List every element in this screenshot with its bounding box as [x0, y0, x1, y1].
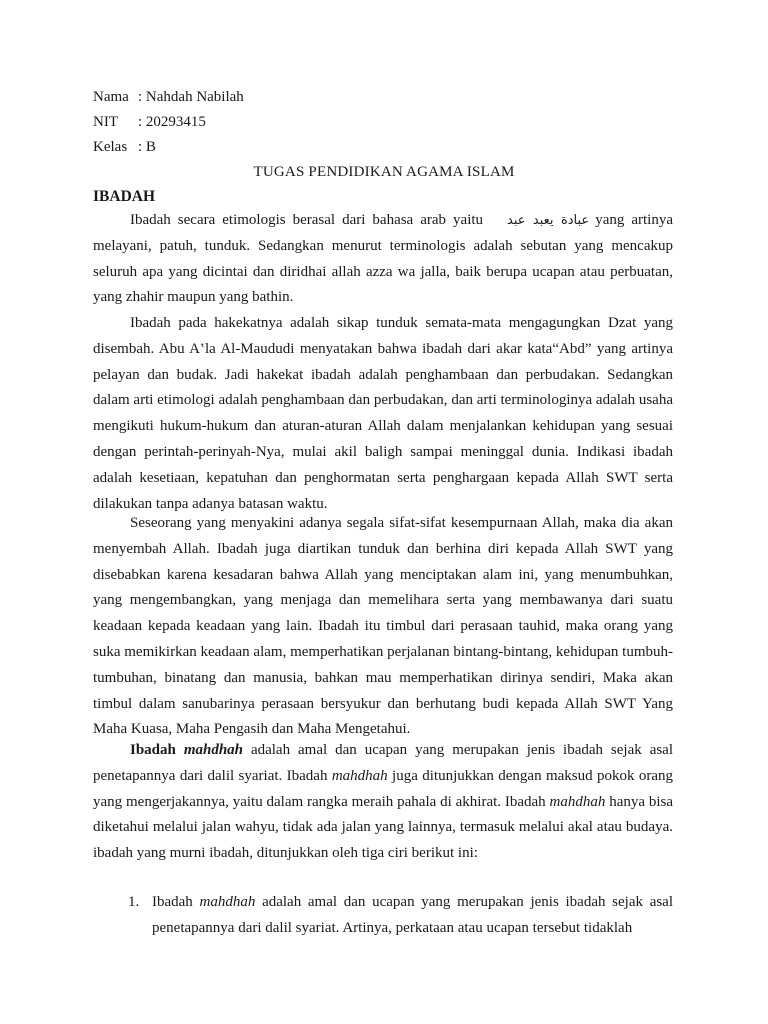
list-item-text-1: Ibadah: [152, 894, 193, 910]
paragraph-4-text-1: adalah amal dan ucapan yang merupakan jenis ibadah sejak asal penetapannya dari dalil syariat. Ibadah: [93, 742, 674, 784]
meta-name-value: : Nahdah Nabilah: [138, 89, 244, 105]
meta-class-value: : B: [138, 139, 156, 155]
meta-nit-value: : 20293415: [138, 114, 206, 130]
paragraph-4-italic-mahdhah-2: mahdhah: [549, 793, 606, 810]
paragraph-1-text-a: Ibadah secara etimologis berasal dari bahasa arab yaitu: [130, 212, 484, 228]
paragraph-3: [93, 511, 673, 743]
paragraph-4-italic-mahdhah-1: mahdhah: [331, 767, 388, 784]
meta-name-row: [93, 87, 244, 107]
list-item-number: 1.: [128, 894, 140, 910]
section-heading: IBADAH: [93, 188, 156, 205]
meta-nit-row: [93, 112, 206, 132]
meta-class-row: [93, 137, 156, 157]
meta-class-label: Kelas: [93, 139, 128, 155]
list-item-text-2: adalah amal dan ucapan yang merupakan jenis ibadah sejak asal penetapannya dari dalil syariat. Artinya, perkataan atau ucapan tersebut tidaklah: [152, 894, 674, 936]
paragraph-1: [93, 208, 673, 311]
paragraph-4-bold-italic-mahdhah: mahdhah: [183, 742, 244, 758]
paragraph-4-text-2: juga ditunjukkan dengan maksud pokok orang yang mengerjakannya, yaitu dalam rangka meraih pahala di akhirat. Ibadah: [93, 767, 674, 810]
arabic-text: عبادة يعبد عبد: [507, 213, 590, 228]
paragraph-3-text: Seseorang yang menyakini adanya segala sifat-sifat kesempurnaan Allah, maka dia akan menyembah Allah. Ibadah juga diartikan tunduk dan berhina diri kepada Allah SWT yang disebabkan karena kesadaran bahwa Allah yang menciptakan alam ini, yang menumbuhkan, yang mengembangkan, yang menjaga dan memelihara serta yang membawanya dari suatu keadaan kepada keadaan yang lain. Ibadah itu timbul dari perasaan tauhid, maka orang yang suka memikirkan keadaan alam, memperhatikan perjalanan bintang-bintang, kehidupan tumbuh-tumbuhan, binatang dan manusia, bahkan mau memperhatikan dirinya sendiri, Maka akan timbul dalam sanubarinya perasaan bersyukur dan berhutang budi kepada Allah SWT Yang Maha Kuasa, Maha Pengasih dan Maha Mengetahui.: [93, 515, 673, 738]
paragraph-2-text: Ibadah pada hakekatnya adalah sikap tunduk semata-mata mengagungkan Dzat yang disembah. Abu A‛la Al-Maududi menyatakan bahwa ibadah dari akar kata“Abd” yang artinya pelayan dan budak. Jadi hakekat ibadah adalah penghambaan dan perbudakan. Sedangkan dalam arti etimologi adalah penghambaan dan perbudakan, dan arti terminologinya adalah usaha mengikuti hukum-hukum dan aturan-aturan Allah dalam menjalankan kehidupan yang sesuai dengan perintah-perinyah-Nya, mulai akil baligh sampai meninggal dunia. Indikasi ibadah adalah kesetiaan, kepatuhan dan penghormatan serta penghargaan kepada Allah SWT serta dilakukan tanpa adanya batasan waktu.: [93, 315, 673, 512]
list-item-text: [130, 890, 673, 942]
paragraph-4-bold-ibadah: Ibadah: [130, 742, 176, 758]
paragraph-4: [93, 738, 673, 867]
document-title: TUGAS PENDIDIKAN AGAMA ISLAM: [253, 164, 515, 180]
paragraph-2: [93, 311, 673, 517]
list-item-italic-mahdhah: mahdhah: [199, 894, 256, 910]
paragraph-4-text-3: hanya bisa diketahui melalui jalan wahyu, tidak ada jalan yang lainnya, termasuk melalui akal atau budaya. ibadah yang murni ibadah, ditunjukkan oleh tiga ciri berikut ini:: [93, 793, 674, 862]
meta-name-label: Nama: [93, 89, 129, 105]
meta-nit-label: NIT: [93, 114, 118, 130]
paragraph-1-text-b: yang artinya melayani, patuh, tunduk. Sedangkan menurut terminologis adalah sebutan yang mencakup seluruh apa yang dicintai dan diridhai allah azza wa jalla, baik berupa ucapan atau perbuatan, yang zhahir maupun yang bathin.: [93, 212, 673, 306]
list-item: [130, 890, 673, 942]
